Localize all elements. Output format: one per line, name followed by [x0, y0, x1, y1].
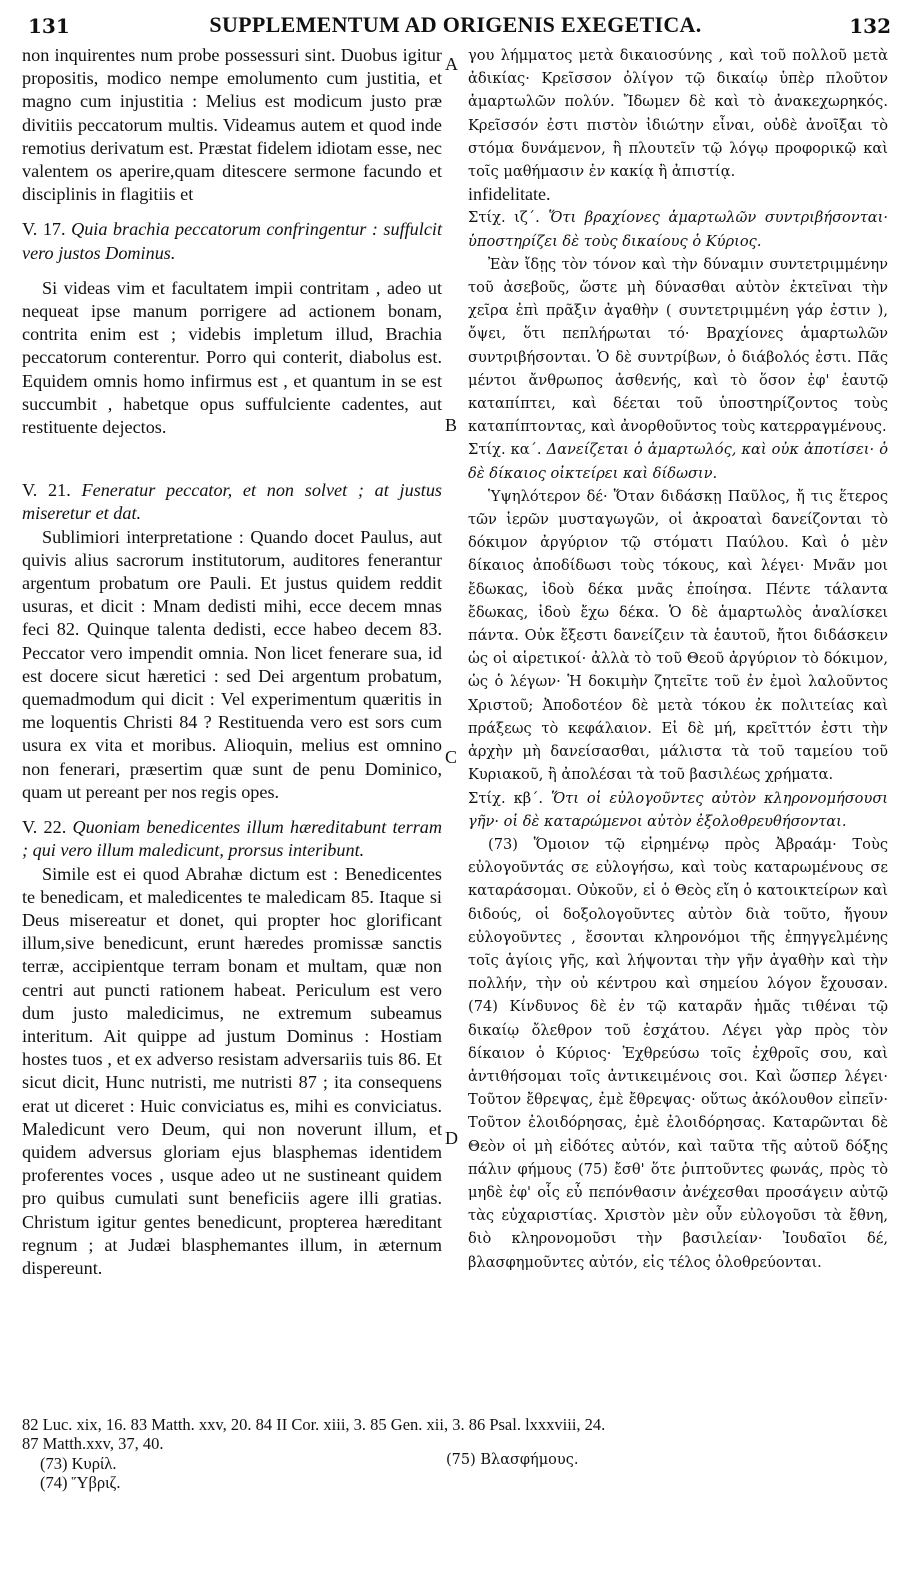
footnote-74: (74) Ὕβριζ.	[40, 1473, 121, 1492]
marker-c: C	[445, 747, 458, 767]
latin-verse-22	[22, 816, 442, 862]
greek-paragraph-1: γου λήμματος μετὰ δικαιοσύνης , καὶ τοῦ πολλοῦ μετὰ ἀδικίας· Κρεῖσσον ὀλίγον τῷ δικαίῳ ὑπὲρ πλοῦτον ἁμαρτωλῶν πολύν. Ἴδωμεν δὲ καὶ τὸ ἀνακεχωρηκός. Κρεῖσσόν ἐστι πιστὸν ἰδιώτην εἶναι, οὐδὲ ἀνοῖξαι τὸ στόμα δυνάμενον, ἢ πλουτεῖν τῷ λόγῳ προφορικῷ καὶ τοῖς μαθήμασιν ἐν κακίᾳ ἢ ἀπιστίᾳ.	[468, 47, 888, 181]
marker-d: D	[445, 1128, 458, 1148]
verse-number: V. 17.	[22, 219, 66, 240]
verse-text: Ὅτι βραχίονες ἁμαρτωλῶν συντριβήσονται· ὑποστηρίζει δὲ τοὺς δικαίους ὁ Κύριος.	[468, 209, 888, 250]
latin-paragraph-4: Simile est ei quod Abrahæ dictum est : Benedicentes te benedicam, et maledicentes te maledicam 85. Itaque si Deus misereatur et donet, qui propter hoc glorificant illum,sive benedicunt, erunt hæredes promissæ sanctis terræ, accipientque terram bonam et multam, quæ non centri aut puncti rationem habeat. Periculum est vero dum justo maledicimus, ne extremum subeamus interitum. Ait quippe ad justum Dominus : Hostiam hostes tuos , et ex adverso resistam adversariis tuis 86. Et sicut dicit, Hunc nutristi, me nutristi 87 ; ita consequens erat ut diceret : Huic conviciatus es, mihi es conviciatus. Maledicunt vero Deum, qui non noverunt illum, et quidem adversus gloriam ejus blasphemas identidem proferentes voces , usque adeo ut ne sustineant quidem pro quibus cumulati sunt beneficiis agere illi gratias. Christum igitur gentes benedicunt, propterea hæreditant regnum ; at Judæi blasphemantes illum, in æternum dispereunt.	[22, 863, 442, 1278]
latin-paragraph-1: non inquirentes num probe possessuri sint. Duobus igitur propositis, modico nempe emolumento cum justitia, et magno cum injustitia : Melius est modicum justo præ divitiis peccatorum multis. Videamus autem et quod inde remotius derivatum est. Præstat fidelem idiotam esse, nec valentem os aperire,quam ditescere sermone facundo et disciplinis in flagitiis et	[22, 45, 442, 205]
verse-number: Στίχ. κβ΄.	[468, 789, 544, 807]
footnote-73: (73) Κυρίλ.	[40, 1454, 117, 1473]
latin-paragraph-2: Si videas vim et facultatem impii contritam , adeo ut nequeat ipse manum porrigere ad actionem bonam, contrita enim est ; videbis impletum illud, Brachia peccatorum conterentur. Porro qui conterit, diabolus est. Equidem omnis homo infirmus est , et quantum in se est succumbit , habetque opus suffulciente cadentes, aut restituente dejectos.	[22, 277, 442, 438]
greek-paragraph-4: (73) Ὅμοιον τῷ εἰρημένῳ πρὸς Ἀβραάμ· Τοὺς εὐλογοῦντάς σε εὐλογήσω, καὶ τοὺς καταρωμένους σε καταράσομαι. Οὐκοῦν, εἰ ὁ Θεὸς εἴη ὁ κατοικτείρων καὶ διδούς, οἱ δοξολογοῦντες αὐτὸν διὰ τοῦτο, ἤγουν εὐλογοῦντες , ἔσονται κληρονόμοι τῆς ἐπηγγελμένης τοῖς ἁγίοις γῆς, καὶ λήψονται τὴν γῆν ἀγαθὴν καὶ τὴν πολλήν, τὴν οὐ κέντρου καὶ σημείου λόγον ἔχουσαν. (74) Κίνδυνος δὲ ἐν τῷ καταρᾶν ἡμᾶς τιθέναι τῷ δικαίῳ ὄλεθρον τοῦ ἐσχάτου. Λέγει γὰρ πρὸς τὸν δίκαιον ὁ Κύριος· Ἐχθρεύσω τοῖς ἐχθροῖς σου, καὶ ἀντιθήσομαι τοῖς ἀντικειμένοις σοι. Καὶ ὥσπερ λέγει· Τοῦτον ἔθρεψας, ἐμὲ ἔθρεψας· οὕτως ἀκόλουθον εἰπεῖν· Τοῦτον ἐλοιδόρησας, ἐμὲ ἐλοιδόρησας. Καταρῶνται δὲ Θεὸν οἱ μὴ εἰδότες αὐτόν, καὶ ταῦτα τῆς αὐτοῦ δόξης πάλιν φήμους (75) ἔσθ' ὅτε ῥιπτοῦντες φωνάς, πρὸς τὸ μηδὲ ἐφ' οἷς εὖ πεπόνθασιν ἀνέχεσθαι προσάγειν αὐτῷ τὰς εὐχαριστίας. Χριστὸν μὲν οὖν εὐλογοῦσι τὰ ἔθνη, διὸ κληρονομοῦσι τὴν βασιλείαν· Ἰουδαῖοι δέ, βλασφημοῦντες αὐτόν, εἰς τέλος ὀλοθρεύονται.	[468, 835, 888, 1271]
footnote-references	[22, 1415, 892, 1453]
marker-a: A	[445, 54, 458, 74]
verse-text: Ὅτι οἱ εὐλογοῦντες αὐτὸν κληρονομήσουσι γῆν· οἱ δὲ καταρώμενοι αὐτὸν ἐξολοθρευθήσονται.	[468, 789, 888, 830]
latin-verse-17	[22, 218, 442, 264]
footnote-75: (75) Βλασφήμους.	[446, 1452, 579, 1468]
greek-paragraph-2: Ἐὰν ἴδῃς τὸν τόνον καὶ τὴν δύναμιν συντετριμμένην τοῦ ἀσεβοῦς, ὥστε μὴ δύνασθαι αὐτὸν ἐκτεῖναι τὴν χεῖρα ἐπὶ πρᾶξιν ἀγαθὴν ( συντετριμμένη γάρ ἐστιν ), ὄψει, ὅτι πεπλήρωται τό· Βραχίονες ἁμαρτωλῶν συντριβήσονται. Ὁ δὲ συντρίβων, ὁ διάβολός ἐστι. Πᾶς μέντοι ἄνθρωπος ἀσθενής, καὶ τὸ ὅσον ἐφ' ἑαυτῷ καταπίπτει, καὶ δέεται τοῦ ὑποστηρίζοντος τοὺς καταπίπτοντας, καὶ ἀνορθοῦντος τοὺς κατερραγμένους.	[468, 255, 888, 436]
latin-column	[22, 44, 442, 1280]
latin-paragraph-3: Sublimiori interpretatione : Quando docet Paulus, aut quivis alius sacrorum institutorum, auditores fenerantur argentum probatum ore Pauli. Et justus quidem reddit usuras, et dicit : Mnam dedisti mihi, ecce decem mnas feci 82. Quinque talenta dedisti, ecce habeo decem 83. Peccator vero impendit omnia. Non licet fenerare sua, id est docere sicut hæretici : sed Dei argentum probatum, quemadmodum qui dicit : Vel experimentum quæritis in me loquentis Christi 84 ? Restituenda vero est sors cum usura ex vita et moribus. Alioquin, melius est omnino non fenerari, præsertim quæ sunt de penu Dominico, quam ut pereant per nos regis opes.	[22, 526, 442, 802]
latin-verse-21	[22, 479, 442, 525]
footnote-refs-line: 82 Luc. xix, 16. 83 Matth. xxv, 20. 84 II Cor. xiii, 3. 85 Gen. xii, 3. 86 Psal. lxxxviii, 24.	[22, 1415, 606, 1434]
verse-text: Quoniam benedicentes illum hæreditabunt terram ; qui vero illum maledicunt, prorsus interibunt.	[22, 817, 442, 861]
verse-text: Feneratur peccator, et non solvet ; at justus miseretur et dat.	[22, 480, 442, 524]
verse-number: V. 22.	[22, 817, 67, 838]
footnote-ref-87: 87 Matth.xxv, 37, 40.	[22, 1434, 164, 1453]
verse-number: V. 21.	[22, 480, 71, 501]
greek-verse-21	[468, 438, 888, 484]
greek-verse-17	[468, 206, 888, 252]
column-markers	[443, 0, 463, 1589]
page-number-left: 131	[28, 14, 70, 38]
running-title: SUPPLEMENTUM AD ORIGENIS EXEGETICA.	[209, 12, 702, 37]
verse-text: Quia brachia peccatorum confringentur : suffulcit vero justos Dominus.	[22, 219, 443, 263]
latin-continuation: infidelitate.	[468, 184, 551, 205]
greek-paragraph-3: Ὑψηλότερον δέ· Ὅταν διδάσκῃ Παῦλος, ἤ τις ἕτερος τῶν ἱερῶν μυσταγωγῶν, οἱ ἀκροαταὶ δανείζονται τὸ δόκιμον ἀργύριον τῷ στόματι Παύλου. Καὶ ὁ μὲν δίκαιος ἀποδίδωσι τοὺς τόκους, καὶ λέγει· Μνᾶν μοι ἔδωκας, ἰδοὺ δέκα μνᾶς ἐποίησα. Πέντε τάλαντα ἔδωκας, ἰδοὺ ἔχω δέκα. Ὁ δὲ ἁμαρτωλὸς ἀναλίσκει πάντα. Οὐκ ἔξεστι δανείζειν τὰ ἑαυτοῦ, ἤτοι διδάσκειν ὡς οἱ αἱρετικοί· ἀλλὰ τὸ τοῦ Θεοῦ ἀργύριον τὸ δόκιμον, ὡς ὁ λέγων· Ἡ δοκιμὴν ζητεῖτε τοῦ ἐν ἐμοὶ λαλοῦντος Χριστοῦ; Ἀποδοτέον δὲ μετὰ τόκου ἐκ πολιτείας καὶ πράξεως τὸ κεφάλαιον. Εἰ δὲ μή, κρεῖττόν ἐστι τὴν ἀρχὴν μὴ δανείσασθαι, μάλιστα τὰ τοῦ ταμείου τοῦ Κυριακοῦ, ἢ ἀπολέσαι τὰ τοῦ βασιλέως χρήματα.	[468, 487, 888, 784]
marker-b: B	[445, 415, 458, 435]
page-number-right: 132	[849, 14, 891, 38]
verse-text: Δανείζεται ὁ ἁμαρτωλός, καὶ οὐκ ἀποτίσει· ὁ δὲ δίκαιος οἰκτείρει καὶ δίδωσιν.	[468, 441, 888, 482]
verse-number: Στίχ. ιζ΄.	[468, 209, 540, 227]
greek-column	[468, 44, 888, 1274]
greek-verse-22	[468, 787, 888, 833]
verse-number: Στίχ. κα΄.	[468, 441, 542, 459]
